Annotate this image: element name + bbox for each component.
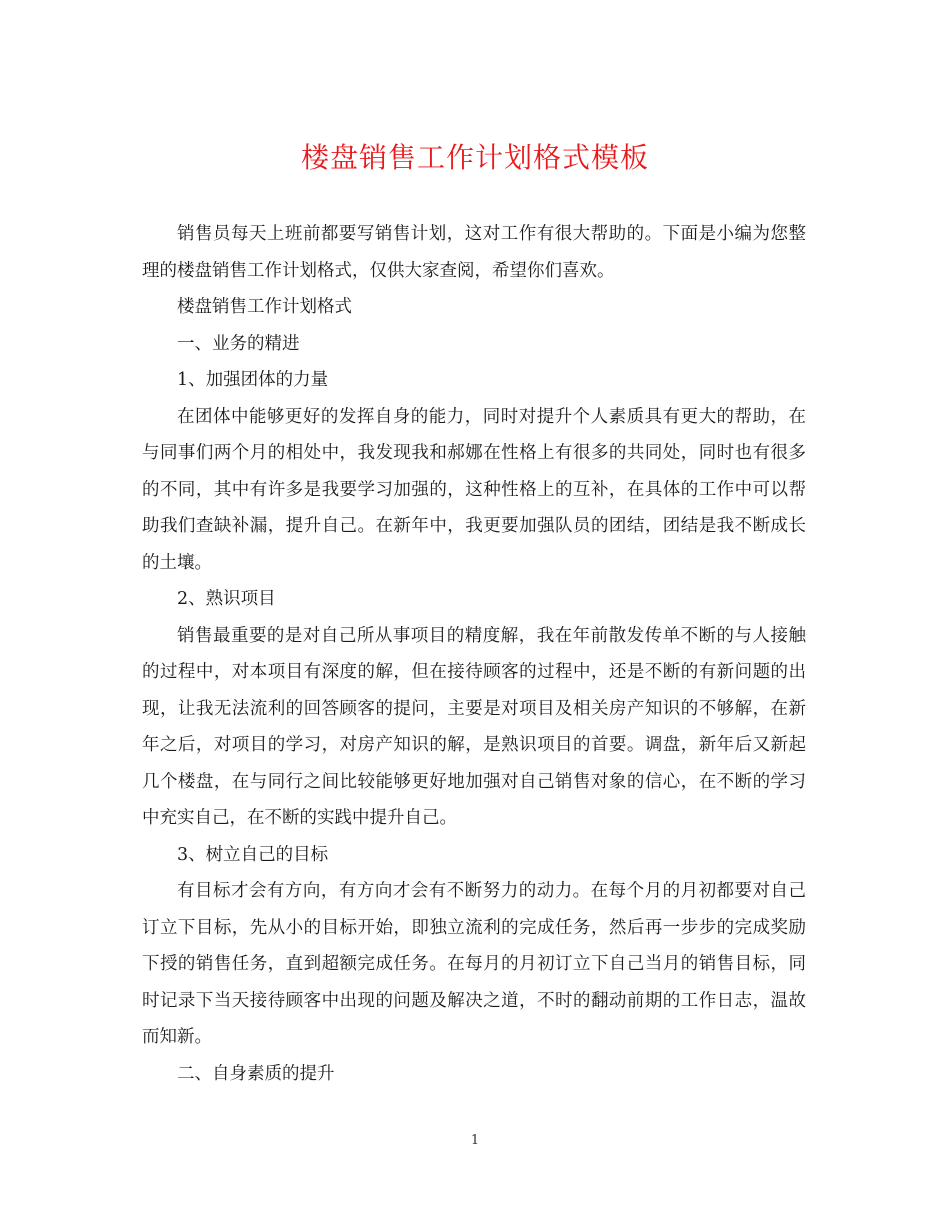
document-body: [142, 216, 806, 1092]
subheading-team-strength: 1、加强团体的力量: [177, 370, 329, 390]
heading-self-improvement: 二、自身素质的提升: [177, 1063, 335, 1084]
document-title: 楼盘销售工作计划格式模板: [300, 141, 649, 174]
paragraph-know-project: 销售最重要的是对自己所从事项目的精度解，我在年前散发传单不断的与人接触的过程中，对本项目有深度的解，但在接待顾客的过程中，还是不断的有新问题的出现，让我无法流利的回答顾客的提问，主要是对项目及相关房产知识的不够解，在新年之后，对项目的学习，对房产知识的解，是熟识项目的首要。调盘，新年后又新起几个楼盘，在与同行之间比较能够更好地加强对自己销售对象的信心，在不断的学习中充实自己，在不断的实践中提升自己。: [142, 625, 806, 828]
page-number: 1: [470, 1133, 480, 1148]
intro-paragraph: 销售员每天上班前都要写销售计划，这对工作有很大帮助的。下面是小编为您整理的楼盘销售工作计划格式，仅供大家查阅，希望你们喜欢。: [142, 224, 806, 281]
subheading-set-goals: 3、树立自己的目标: [177, 844, 329, 865]
heading-business-improvement: 一、业务的精进: [177, 333, 300, 354]
paragraph-team-strength: 在团体中能够更好的发挥自身的能力，同时对提升个人素质具有更大的帮助，在与同事们两个月的相处中，我发现我和郝娜在性格上有很多的共同处，同时也有很多的不同，其中有许多是我要学习加强的，这种性格上的互补，在具体的工作中可以帮助我们查缺补漏，提升自己。在新年中，我更要加强队员的团结，团结是我不断成长的土壤。: [142, 406, 806, 573]
paragraph-set-goals: 有目标才会有方向，有方向才会有不断努力的动力。在每个月的月初都要对自己订立下目标，先从小的目标开始，即独立流利的完成任务，然后再一步步的完成奖励下授的销售任务，直到超额完成任务。在每月的月初订立下自己当月的销售目标，同时记录下当天接待顾客中出现的问题及解决之道，不时的翻动前期的工作日志，温故而知新。: [142, 881, 806, 1047]
section-heading: 楼盘销售工作计划格式: [177, 297, 352, 317]
subheading-know-project: 2、熟识项目: [177, 589, 276, 609]
